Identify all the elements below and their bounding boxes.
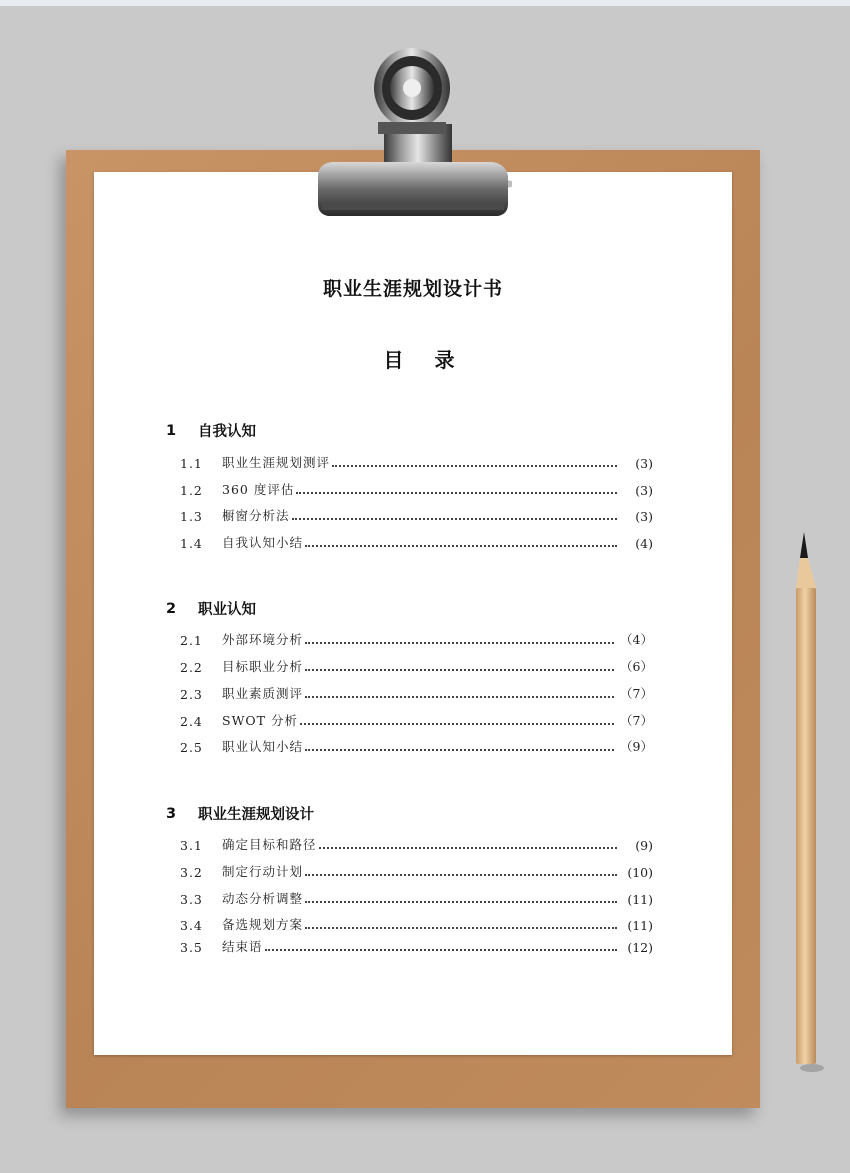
dot-leader bbox=[305, 669, 614, 671]
entry-page: (4) bbox=[635, 536, 653, 551]
entry-number: 3.5 bbox=[180, 940, 203, 955]
entry-page: （6） bbox=[620, 659, 653, 674]
entry-number: 3.2 bbox=[180, 865, 203, 880]
dot-leader bbox=[305, 545, 617, 547]
toc-entry[interactable] bbox=[180, 709, 653, 729]
dot-leader bbox=[305, 642, 614, 644]
toc-section-3[interactable] bbox=[166, 803, 626, 824]
entry-page: (11) bbox=[627, 918, 653, 933]
entry-number: 1.2 bbox=[180, 483, 203, 498]
entry-label: 确定目标和路径 bbox=[222, 837, 317, 852]
entry-page: (11) bbox=[627, 892, 653, 907]
entry-label: 动态分析调整 bbox=[222, 891, 304, 906]
toc-entry[interactable] bbox=[180, 935, 653, 955]
entry-label: 制定行动计划 bbox=[222, 864, 304, 879]
section-number: 3 bbox=[166, 805, 177, 822]
entry-page: (9) bbox=[635, 838, 653, 853]
entry-label: 职业认知小结 bbox=[222, 739, 304, 754]
entry-page: （9） bbox=[620, 739, 653, 754]
entry-label: 备选规划方案 bbox=[222, 917, 304, 932]
toc-entry[interactable] bbox=[180, 833, 653, 853]
toc-entry[interactable] bbox=[180, 504, 653, 524]
entry-label: 自我认知小结 bbox=[222, 535, 304, 550]
entry-label: 橱窗分析法 bbox=[222, 508, 290, 523]
dot-leader bbox=[305, 749, 614, 751]
entry-label: SWOT 分析 bbox=[222, 713, 298, 728]
entry-page: （7） bbox=[620, 686, 653, 701]
entry-number: 3.3 bbox=[180, 892, 203, 907]
toc-entry[interactable] bbox=[180, 887, 653, 907]
entry-number: 3.1 bbox=[180, 838, 203, 853]
entry-page: （7） bbox=[620, 713, 653, 728]
toc-entry[interactable] bbox=[180, 531, 653, 551]
entry-number: 1.3 bbox=[180, 509, 203, 524]
dot-leader bbox=[300, 723, 614, 725]
dot-leader bbox=[305, 696, 614, 698]
toc-entry[interactable] bbox=[180, 682, 653, 702]
entry-page: (10) bbox=[627, 865, 653, 880]
binder-clip-icon bbox=[312, 44, 512, 224]
entry-number: 2.4 bbox=[180, 714, 203, 729]
toc-section-1[interactable] bbox=[166, 420, 626, 441]
entry-number: 3.4 bbox=[180, 918, 203, 933]
entry-label: 目标职业分析 bbox=[222, 659, 304, 674]
entry-label: 结束语 bbox=[222, 939, 263, 954]
document-title: 职业生涯规划设计书 bbox=[322, 278, 503, 300]
entry-page: (3) bbox=[635, 509, 653, 524]
entry-page: (3) bbox=[635, 456, 653, 471]
dot-leader bbox=[292, 518, 617, 520]
section-title: 职业认知 bbox=[198, 602, 256, 618]
dot-leader bbox=[305, 927, 617, 929]
section-number: 2 bbox=[166, 600, 177, 617]
dot-leader bbox=[319, 847, 617, 849]
section-title: 职业生涯规划设计 bbox=[198, 807, 314, 823]
entry-label: 360 度评估 bbox=[222, 482, 295, 497]
entry-page: （4） bbox=[620, 632, 653, 647]
entry-number: 1.4 bbox=[180, 536, 203, 551]
section-title: 自我认知 bbox=[198, 424, 256, 440]
entry-label: 职业素质测评 bbox=[222, 686, 304, 701]
dot-leader bbox=[265, 949, 617, 951]
entry-page: (12) bbox=[627, 940, 653, 955]
toc-section-2[interactable] bbox=[166, 598, 626, 619]
toc-entry[interactable] bbox=[180, 451, 653, 471]
pencil-icon bbox=[788, 528, 828, 1073]
toc-entry[interactable] bbox=[180, 628, 653, 648]
toc-entry[interactable] bbox=[180, 735, 653, 755]
toc-heading: 目 录 bbox=[383, 348, 467, 372]
entry-label: 外部环境分析 bbox=[222, 632, 304, 647]
toc-entry[interactable] bbox=[180, 655, 653, 675]
entry-page: (3) bbox=[635, 483, 653, 498]
entry-number: 2.3 bbox=[180, 687, 203, 702]
entry-number: 1.1 bbox=[180, 456, 203, 471]
section-number: 1 bbox=[166, 422, 177, 439]
dot-leader bbox=[305, 901, 617, 903]
dot-leader bbox=[296, 492, 617, 494]
top-strip bbox=[0, 0, 850, 6]
entry-number: 2.1 bbox=[180, 633, 203, 648]
entry-number: 2.5 bbox=[180, 740, 203, 755]
toc-entry[interactable] bbox=[180, 860, 653, 880]
entry-label: 职业生涯规划测评 bbox=[222, 455, 331, 470]
toc-entry[interactable] bbox=[180, 478, 653, 498]
dot-leader bbox=[305, 874, 617, 876]
toc-entry[interactable] bbox=[180, 913, 653, 933]
entry-number: 2.2 bbox=[180, 660, 203, 675]
dot-leader bbox=[332, 465, 617, 467]
